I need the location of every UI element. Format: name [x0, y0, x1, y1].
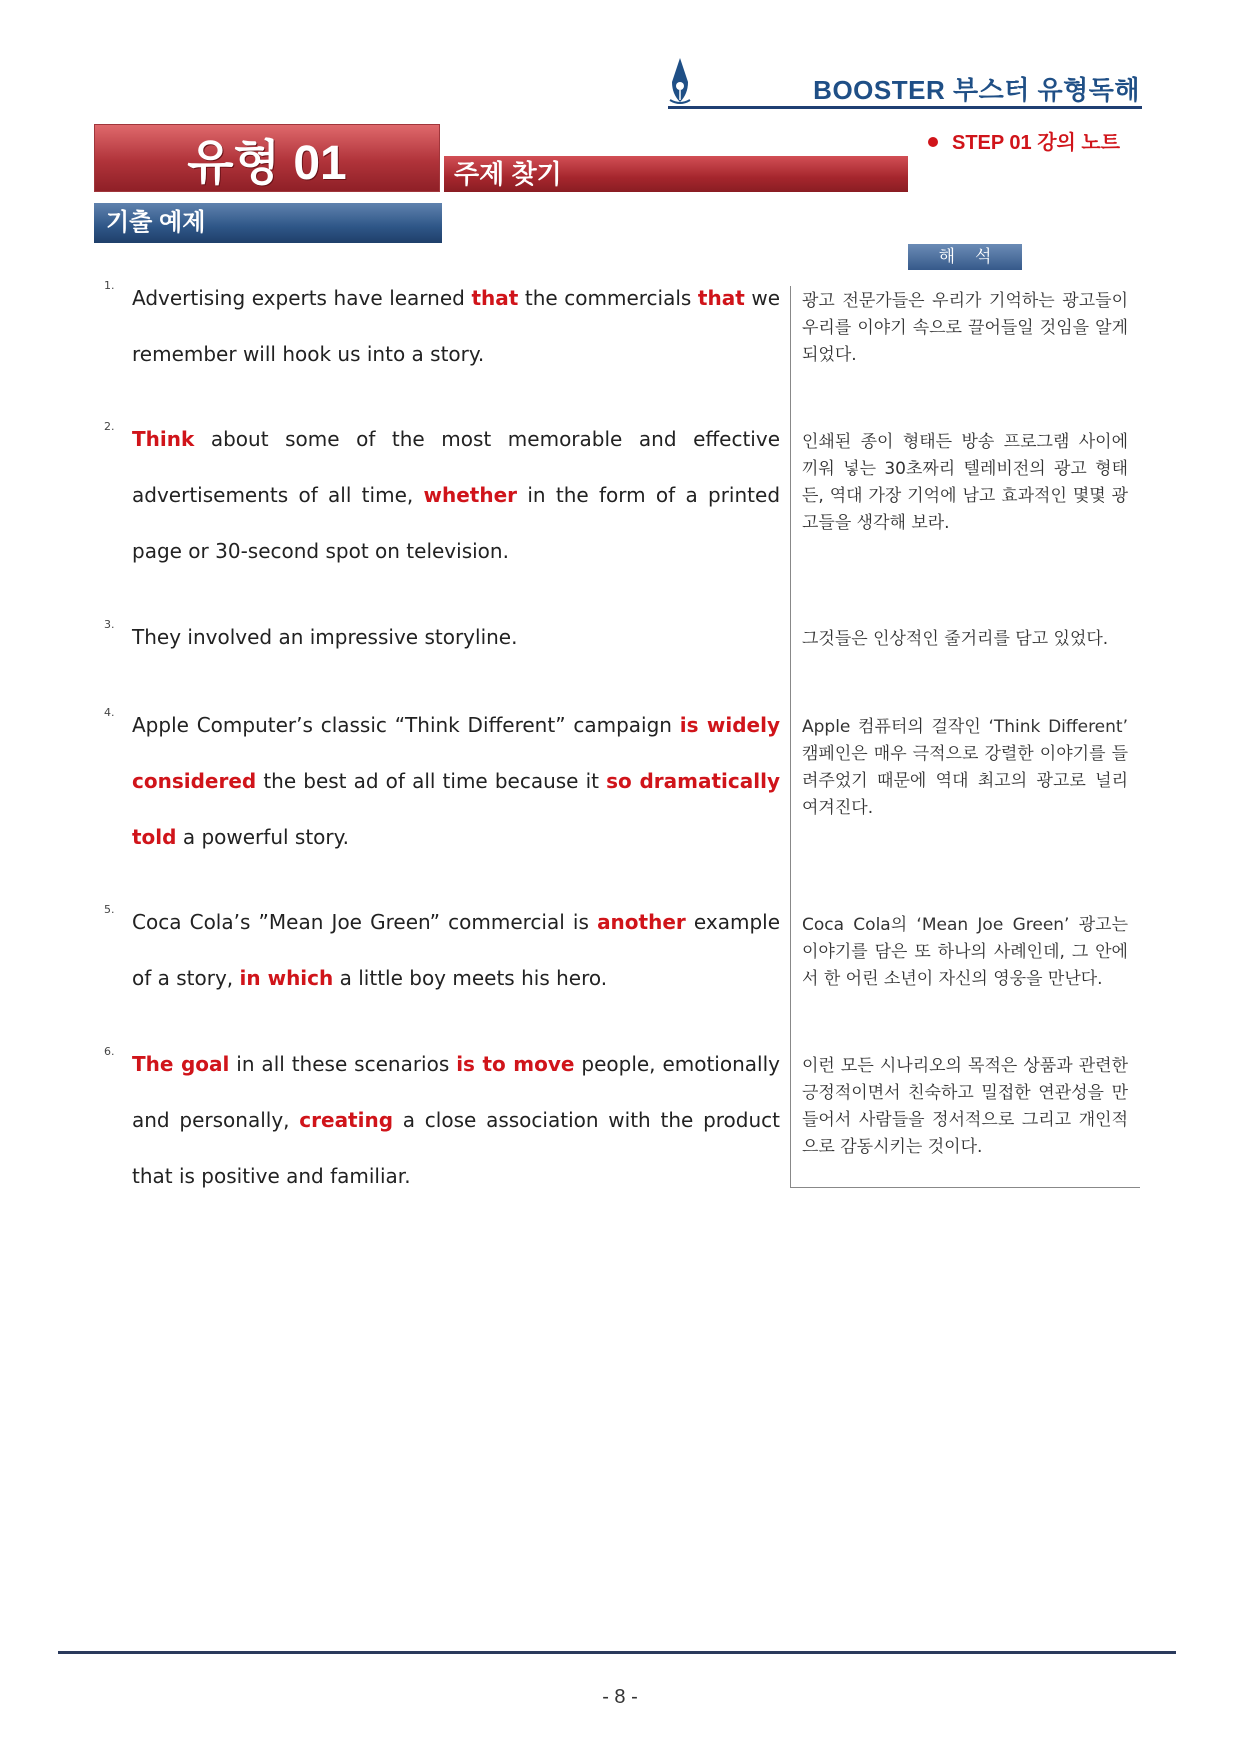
column-divider: [790, 286, 791, 1188]
highlighted-phrase: Think: [132, 427, 195, 451]
sentence-segment: the best ad of all time because it: [256, 769, 607, 793]
sentence-segment: a close association with the product that is positive and familiar.: [132, 1108, 780, 1188]
translation-header: 해석: [908, 244, 1022, 270]
translation-3: 그것들은 인상적인 줄거리를 담고 있었다.: [802, 629, 1109, 649]
translation-6: 이런 모든 시나리오의 목적은 상품과 관련한 긍정적이면서 친숙하고 밀접한 연관성을 만들어서 사람들을 정서적으로 그리고 개인적으로 감동시키는 것이다.: [802, 1056, 1128, 1157]
sentence-text: [132, 270, 780, 382]
sentence-segment: a little boy meets his hero.: [333, 966, 608, 990]
translation-1: 광고 전문가들은 우리가 기억하는 광고들이 우리를 이야기 속으로 끌어들일 것임을 알게 되었다.: [802, 291, 1128, 365]
sentence-segment: They involved an impressive storyline.: [132, 625, 518, 649]
sentence-number: 4.: [104, 706, 115, 719]
sentence-6: [104, 1036, 780, 1204]
step-text: STEP 01 강의 노트: [952, 132, 1121, 154]
sentence-4: [104, 697, 780, 865]
sentence-text: [132, 697, 780, 865]
sentence-segment: Coca Cola’s ”Mean Joe Green” commercial is: [132, 910, 598, 934]
bullet-icon: [928, 137, 938, 147]
sentence-2: [104, 411, 780, 579]
sentence-number: 3.: [104, 618, 115, 631]
sentence-number: 5.: [104, 903, 115, 916]
sentence-5: [104, 894, 780, 1006]
page-number: - 8 -: [602, 1686, 638, 1708]
sentence-segment: the commercials: [518, 286, 698, 310]
sentence-number: 1.: [104, 279, 115, 292]
footer-rule: [58, 1651, 1176, 1654]
sentence-text: [132, 1036, 780, 1204]
header-title: BOOSTER 부스터 유형독해: [813, 75, 1140, 105]
sentence-segment: Apple Computer’s classic “Think Different” campaign: [132, 713, 680, 737]
sentence-text: [132, 894, 780, 1006]
highlighted-phrase: another: [597, 910, 686, 934]
topic-title: 주제 찾기: [444, 156, 908, 192]
section-title: 기출 예제: [94, 203, 442, 243]
highlighted-phrase: whether: [423, 483, 518, 507]
sentence-text: [132, 411, 780, 579]
fountain-pen-nib-icon: [666, 56, 694, 106]
header-rule: [668, 106, 1142, 109]
sentence-3: [104, 609, 780, 665]
type-label: 유형 01: [94, 124, 440, 192]
translation-4: Apple 컴퓨터의 걸작인 ‘Think Different’ 캠페인은 매우 극적으로 강렬한 이야기를 들려주었기 때문에 역대 최고의 광고로 널리 여겨진다.: [802, 717, 1128, 818]
sentence-text: [132, 609, 780, 665]
highlighted-phrase: is to move: [456, 1052, 575, 1076]
translation-box-bottom: [790, 1187, 1140, 1188]
sentence-segment: a powerful story.: [176, 825, 349, 849]
highlighted-phrase: creating: [299, 1108, 394, 1132]
sentence-segment: in all these scenarios: [229, 1052, 457, 1076]
sentence-segment: Advertising experts have learned: [132, 286, 472, 310]
highlighted-phrase: that: [697, 286, 745, 310]
translation-2: 인쇄된 종이 형태든 방송 프로그램 사이에 끼워 넣는 30초짜리 텔레비전의 광고 형태든, 역대 가장 기억에 남고 효과적인 몇몇 광고들을 생각해 보라.: [802, 432, 1128, 533]
sentence-number: 6.: [104, 1045, 115, 1058]
sentence-segment: people, emotionally and personally,: [132, 1052, 780, 1132]
sentence-number: 2.: [104, 420, 115, 433]
sentence-1: [104, 270, 780, 382]
highlighted-phrase: is widely considered: [132, 713, 781, 793]
sentence-segment: in the form of a printed page or 30-second spot on television.: [132, 483, 781, 563]
step-label: [928, 126, 1120, 155]
translation-5: Coca Cola의 ‘Mean Joe Green’ 광고는 이야기를 담은 또 하나의 사례인데, 그 안에서 한 어린 소년이 자신의 영웅을 만난다.: [802, 915, 1128, 989]
sentence-segment: about some of the most memorable and effective advertisements of all time,: [132, 427, 780, 507]
sentence-segment: we remember will hook us into a story.: [132, 286, 780, 366]
sentence-segment: example of a story,: [132, 910, 780, 990]
highlighted-phrase: so dramatically told: [132, 769, 780, 849]
highlighted-phrase: The goal: [132, 1052, 230, 1076]
highlighted-phrase: that: [471, 286, 519, 310]
highlighted-phrase: in which: [239, 966, 334, 990]
